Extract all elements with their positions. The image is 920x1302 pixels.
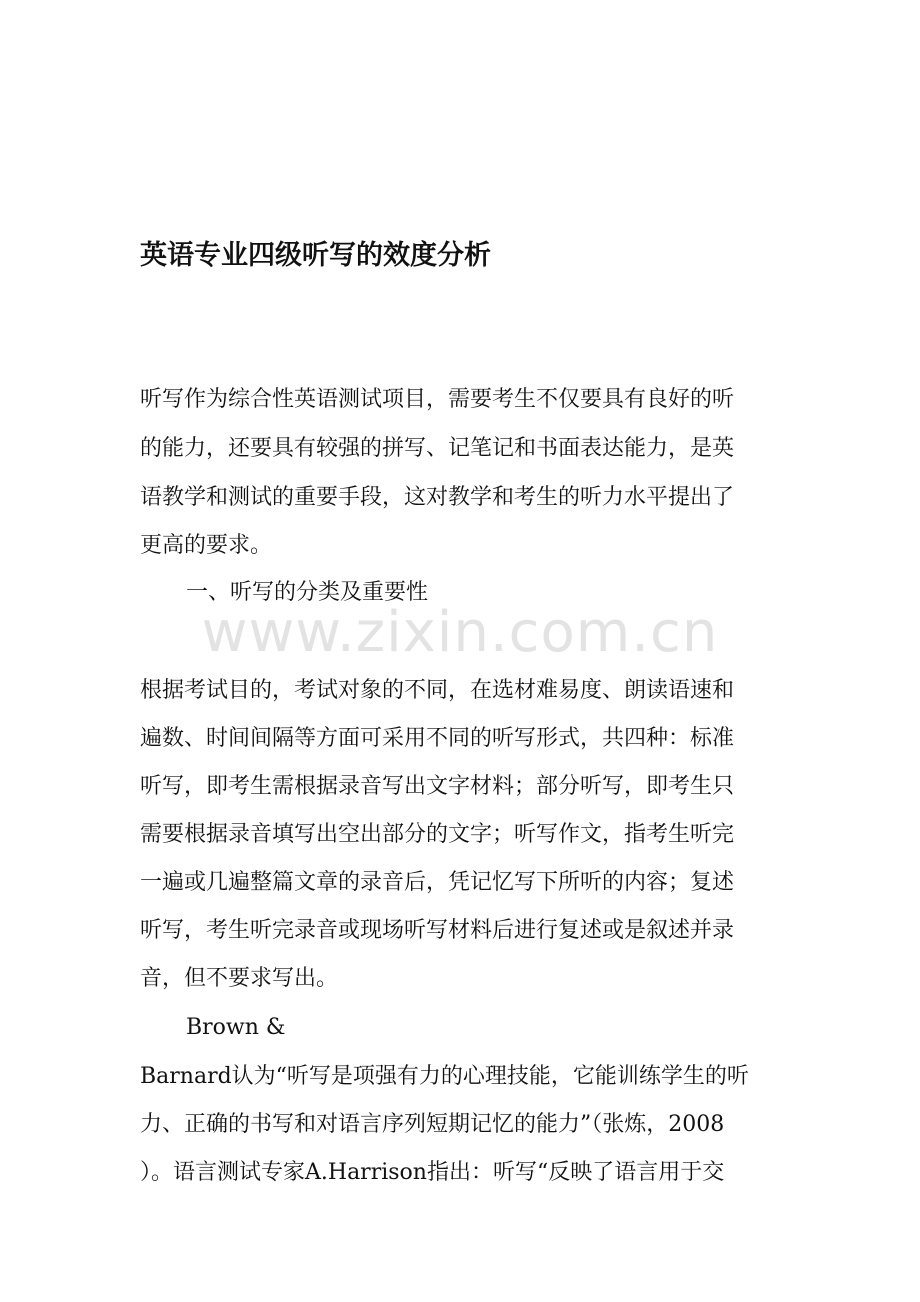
paragraph-3-line-2: Barnard认为“听写是项强有力的心理技能，它能训练学生的听 xyxy=(140,1064,749,1089)
paragraph-3-line-3: 力、正确的书写和对语言序列短期记忆的能力”（张炼，2008 xyxy=(140,1112,725,1137)
watermark: www.zixin.com.cn xyxy=(201,600,719,665)
document-title: 英语专业四级听写的效度分析 xyxy=(140,240,491,271)
paragraph-2-line-6: 听写，考生听完录音或现场听写材料后进行复述或是叙述并录 xyxy=(140,918,735,943)
paragraph-1-line-3: 语教学和测试的重要手段，这对教学和考生的听力水平提出了 xyxy=(140,485,735,510)
paragraph-2-line-7: 音，但不要求写出。 xyxy=(140,966,339,991)
paragraph-3-line-4: ）。语言测试专家A.Harrison指出：听写“反映了语言用于交 xyxy=(140,1160,725,1185)
paragraph-1-line-4: 更高的要求。 xyxy=(140,533,273,558)
paragraph-1-line-1: 听写作为综合性英语测试项目，需要考生不仅要具有良好的听 xyxy=(140,387,735,412)
paragraph-2-line-5: 一遍或几遍整篇文章的录音后，凭记忆写下所听的内容；复述 xyxy=(140,870,735,895)
section-heading-1: 一、听写的分类及重要性 xyxy=(186,580,429,605)
paragraph-3-line-1: Brown & xyxy=(186,1015,286,1040)
paragraph-1-line-2: 的能力，还要具有较强的拼写、记笔记和书面表达能力，是英 xyxy=(140,436,735,461)
paragraph-2-line-4: 需要根据录音填写出空出部分的文字；听写作文，指考生听完 xyxy=(140,822,735,847)
paragraph-2-line-1: 根据考试目的，考试对象的不同，在选材难易度、朗读语速和 xyxy=(140,678,735,703)
paragraph-2-line-3: 听写，即考生需根据录音写出文字材料；部分听写，即考生只 xyxy=(140,774,735,799)
paragraph-2-line-2: 遍数、时间间隔等方面可采用不同的听写形式，共四种：标准 xyxy=(140,726,735,751)
